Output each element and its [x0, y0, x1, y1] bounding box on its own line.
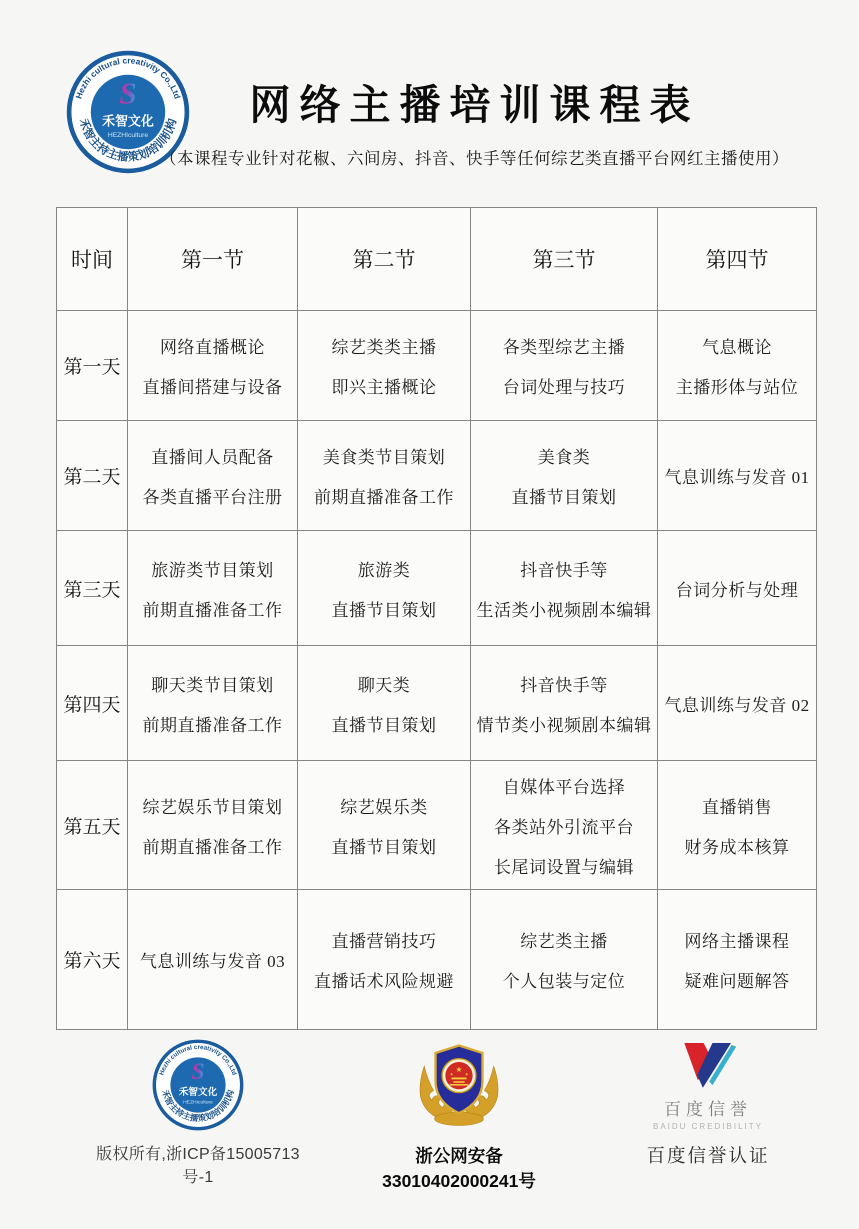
- footer-copyright-block: [92, 1037, 304, 1187]
- course-line: 直播节目策划: [331, 600, 437, 620]
- course-line: 生活类小视频剧本编辑: [476, 600, 652, 620]
- course-line: 网络直播概论: [160, 338, 265, 357]
- course-line: 前期直播准备工作: [314, 488, 454, 507]
- copyright-text: 版权所有,浙ICP备15005713号-1: [96, 1146, 300, 1186]
- course-cell: [658, 761, 817, 890]
- day-label: 第一天: [57, 311, 128, 421]
- course-cell: [128, 761, 298, 890]
- course-cell: [128, 646, 298, 761]
- course-line: 财务成本核算: [684, 837, 790, 857]
- column-header-period-2: 第二节: [298, 208, 471, 311]
- course-cell: [128, 421, 298, 531]
- course-cell: [471, 646, 658, 761]
- course-line: 美食类节目策划: [322, 448, 446, 467]
- course-cell: [471, 311, 658, 421]
- day-label: 第二天: [57, 421, 128, 531]
- table-row: [57, 531, 817, 646]
- course-line: 直播节目策划: [331, 837, 437, 857]
- course-line: 气息概论: [702, 338, 772, 357]
- page-title: 网络主播培训课程表: [249, 82, 700, 128]
- course-line: 直播销售: [702, 797, 772, 817]
- police-filing-text: 浙公网安备 33010402000241号: [382, 1146, 536, 1191]
- course-line: 聊天类节目策划: [151, 675, 274, 695]
- police-badge-zone: [345, 1037, 573, 1133]
- course-line: 综艺娱乐节目策划: [142, 797, 283, 817]
- course-cell: [471, 761, 658, 890]
- course-line: 各类型综艺主播: [502, 338, 626, 357]
- course-line: 个人包装与定位: [502, 972, 626, 991]
- course-line: 网络主播课程: [684, 932, 790, 951]
- table-row: [57, 421, 817, 531]
- schedule-table: [56, 207, 817, 1030]
- table-row: [57, 646, 817, 761]
- hezhi-logo-icon-small: [152, 1039, 244, 1131]
- course-cell: [298, 646, 471, 761]
- course-line: 旅游类节目策划: [151, 560, 274, 580]
- baidu-title: 百度信誉: [664, 1100, 752, 1119]
- course-line: 前期直播准备工作: [142, 600, 283, 620]
- table-row: [57, 761, 817, 890]
- hezhi-logo-small-zone: [92, 1037, 304, 1133]
- course-line: 情节类小视频剧本编辑: [476, 715, 652, 735]
- course-line: 即兴主播概论: [331, 378, 437, 397]
- column-header-time: 时间: [57, 208, 128, 311]
- course-line: 长尾词设置与编辑: [494, 857, 634, 877]
- course-line: 直播节目策划: [331, 715, 437, 735]
- course-cell: [128, 311, 298, 421]
- course-line: 聊天类: [357, 675, 411, 695]
- course-line: 自媒体平台选择: [502, 777, 626, 797]
- baidu-caption: 百度信誉认证: [646, 1145, 770, 1166]
- baidu-logo-zone: [608, 1037, 808, 1133]
- course-cell: [658, 311, 817, 421]
- column-header-period-4: 第四节: [658, 208, 817, 311]
- course-cell: [471, 531, 658, 646]
- course-cell: [298, 890, 471, 1030]
- course-cell: [658, 646, 817, 761]
- day-label: 第三天: [57, 531, 128, 646]
- column-header-period-1: 第一节: [128, 208, 298, 311]
- course-cell: [658, 531, 817, 646]
- day-label: 第五天: [57, 761, 128, 890]
- course-line: 直播营销技巧: [331, 932, 437, 951]
- course-line: 综艺类主播: [520, 932, 608, 951]
- course-line: 台词处理与技巧: [502, 378, 626, 397]
- day-label: 第六天: [57, 890, 128, 1030]
- course-cell: [128, 531, 298, 646]
- course-line: 旅游类: [357, 560, 411, 580]
- table-row: [57, 890, 817, 1030]
- day-label: 第四天: [57, 646, 128, 761]
- course-line: 直播话术风险规避: [314, 972, 454, 991]
- course-line: 直播间搭建与设备: [142, 378, 283, 397]
- course-line: 气息训练与发音 02: [664, 695, 810, 715]
- course-line: 各类直播平台注册: [142, 488, 283, 507]
- course-cell: [298, 421, 471, 531]
- course-cell: [658, 421, 817, 531]
- course-cell: [658, 890, 817, 1030]
- police-badge-icon: [407, 1038, 511, 1132]
- course-line: 综艺娱乐类: [340, 797, 428, 817]
- course-line: 疑难问题解答: [684, 972, 790, 991]
- course-line: 抖音快手等: [520, 560, 608, 580]
- page-subtitle: （本课程专业针对花椒、六间房、抖音、快手等任何综艺类直播平台网红主播使用）: [160, 149, 789, 168]
- course-line: 直播间人员配备: [151, 448, 274, 467]
- course-line: 直播节目策划: [511, 488, 617, 507]
- course-cell: [298, 761, 471, 890]
- course-line: 前期直播准备工作: [142, 837, 283, 857]
- course-cell: [128, 890, 298, 1030]
- course-line: 主播形体与站位: [675, 378, 799, 397]
- course-line: 前期直播准备工作: [142, 715, 283, 735]
- footer-baidu-block: [608, 1037, 808, 1168]
- course-line: 各类站外引流平台: [494, 817, 634, 837]
- course-cell: [298, 311, 471, 421]
- course-cell: [298, 531, 471, 646]
- course-line: 气息训练与发音 01: [664, 468, 810, 487]
- course-line: 气息训练与发音 03: [139, 952, 286, 971]
- course-line: 台词分析与处理: [675, 580, 799, 600]
- course-cell: [471, 890, 658, 1030]
- baidu-credibility-icon: [676, 1039, 740, 1093]
- course-line: 美食类: [537, 448, 591, 467]
- course-line: 综艺类类主播: [331, 338, 437, 357]
- baidu-subtitle: BAIDU CREDIBILITY: [652, 1122, 763, 1131]
- table-row: [57, 311, 817, 421]
- header-text: [90, 72, 859, 169]
- course-line: 抖音快手等: [520, 675, 608, 695]
- course-cell: [471, 421, 658, 531]
- column-header-period-3: 第三节: [471, 208, 658, 311]
- footer-police-block: [345, 1037, 573, 1193]
